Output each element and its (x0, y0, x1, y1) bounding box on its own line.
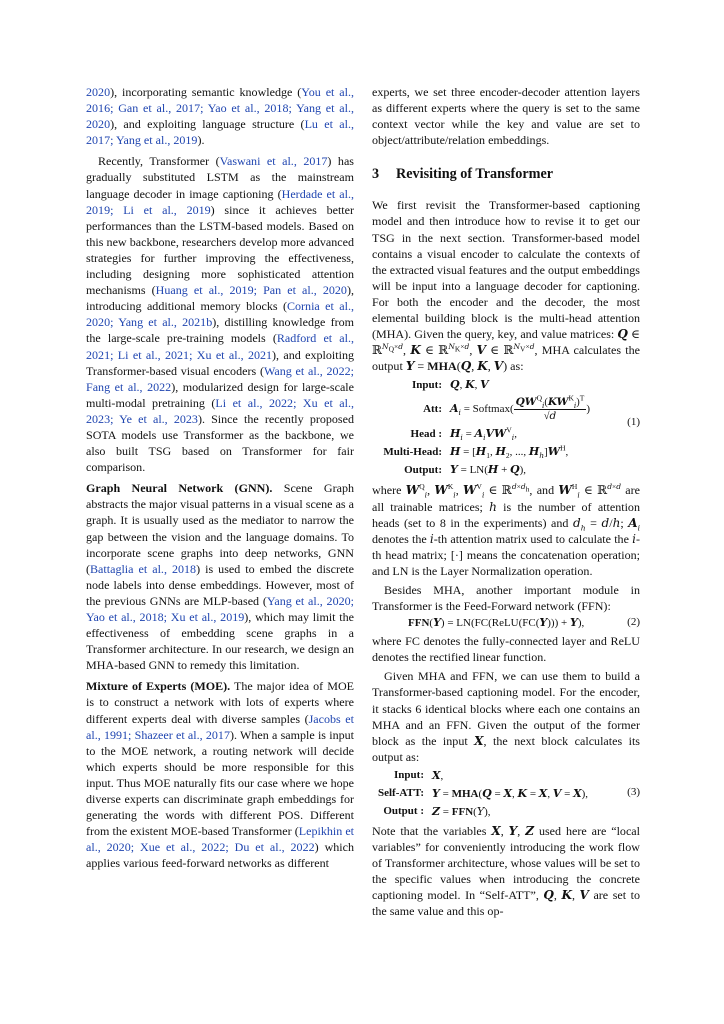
transformer-paragraph: Recently, Transformer (Vaswani et al., 2017) has gradually substituted LSTM as the mainstream language decoder in image captioning (Herdade et al., 2019; Li et al., 2019) since it achieves better performances than the LSTM-based models. Based on this new backbone, researchers develop more advanced strategies for further improving the effectiveness, including designing more sophisticated attention mechanisms (Huang et al., 2019; Pan et al., 2020), introducing additional memory blocks (Cornia et al., 2020; Yang et al., 2021b), distilling knowledge from the large-scale pre-training models (Radford et al., 2021; Li et al., 2021; Xu et al., 2021), and exploiting Transformer-based visual encoders (Wang et al., 2022; Fang et al., 2022), modularized design for large-scale multi-modal pretraining (Li et al., 2022; Xu et al., 2023; Ye et al., 2023). Since the recently proposed SOTA models use Transformer as the backbone, we also built TSG based on Transformer for fair comparison. (86, 154, 355, 475)
encoder-paragraph: Given MHA and FFN, we can use them to build a Transformer-based captioning model. For the encoder, it stacks 6 identical blocks where each one contains an MHA and an FFN. Given the output of the former block as the input X, the next block calculates its output as: (372, 669, 640, 764)
citation-link[interactable]: Yang et al., 2019 (116, 133, 198, 148)
citation-link[interactable]: You et al., 2016 (86, 85, 354, 116)
eq1-multihead-label: Multi-Head: (383, 445, 442, 458)
citation-link[interactable]: Battaglia et al., 2018 (90, 561, 197, 576)
revisit-paragraph: We first revisit the Transformer-based captioning model and then introduce how to revise it to get our TSG in the next section. Transformer-based model contains a visual encoder to calculate the contexts of the extracted visual features and the output embeddings will be input into a language decoder for captioning. For both the encoder and the decoder, the most elemental building block is the multi-head attention (MHA). Given the query, key, and value matrices: Q ∈ ℝ$^{N_Q\times d}$, K ∈ ℝ$^{N_K\times d}$, V ∈ ℝ$^{N_V\times d}$, MHA calculates the output Y = MHA(Q, K, V) as: (372, 198, 640, 374)
citation-link[interactable]: Vaswani et al., 2017 (219, 154, 328, 169)
eq1-att-label: Att: (423, 403, 442, 416)
ffn-intro-paragraph: Besides MHA, another important module in Transformer is the Feed-Forward network (FFN): (372, 582, 640, 614)
citation-link[interactable]: Li et al., 2022 (215, 395, 294, 410)
equation-1: Input: Q, K, V Att: $A_i$ = Softmax( $\frac{QW^Q_i(KW^K_i)^T}{√d}$ ) Head : $H_i = A_iVW^V_i$, Multi-Head: $H = [H_1$, $H_2$, ..., $H_h]W^H$, Output: Y = LN(H + Q), (1) (372, 376, 640, 479)
eq1-output-label: Output: (404, 463, 442, 476)
citation-link[interactable]: Herdade et al., 2019 (86, 186, 354, 217)
citation-link[interactable]: Li et al., 2019 (123, 202, 211, 217)
section-title: Revisiting of Transformer (396, 166, 554, 183)
moe-paragraph: Mixture of Experts (MOE). The major idea of MOE is to construct a network with lots of experts where different experts deal with diverse samples (Jacobs et al., 1991; Shazeer et al., 2017). When a sample is input to the MOE network, a routing network will decide which experts should be more responsible for this input. Thus MOE naturally fits our case where we hope diverse experts can discriminate graph embeddings for generating the words with different POS. Different from the existent MOE-based Transformer (Lepikhin et al., 2020; Xue et al., 2022; Du et al., 2022) which applies various feed-forward networks as different (86, 679, 355, 871)
section-heading (372, 165, 640, 183)
citation-link[interactable]: Du et al., 2022 (234, 840, 315, 855)
citation-link[interactable]: Radford et al., 2021 (86, 331, 354, 362)
ffn-where-paragraph: where FC denotes the fully-connected layer and ReLU denotes the rectified linear function. (372, 634, 640, 665)
citation-link[interactable]: Lepikhin et al., 2020 (86, 824, 355, 855)
citation-link[interactable]: Gan et al., 2017 (118, 101, 201, 116)
local-variables-paragraph: Note that the variables X, Y, Z used here are “local variables” for conveniently introducing the work flow of Transformer architecture, whose values will be set to the specific values when introducing the concrete captioning model. In “Self-ATT”, Q, K, V are set to the same value and this op- (372, 823, 640, 919)
citation-link[interactable]: Yang et al., 2020 (86, 101, 354, 132)
gnn-paragraph: Graph Neural Network (GNN). Scene Graph abstracts the major visual patterns in a visual scene as a graph. It is usually used as the mediator to narrow the gap between the vision and the language domains. To incorporate scene graphs into deep networks, GNN (Battaglia et al., 2018) is used to embed the discrete node labels into dense embeddings. However, most of the previous GNNs are MLP-based (Yang et al., 2020; Yao et al., 2018; Xu et al., 2019), which may limit the effectiveness of embedding scene graphs in a Transformer architecture. In our research, we design an MHA-based GNN to remedy this limitation. (86, 481, 355, 673)
citation-link[interactable]: Yang et al., 2020 (266, 593, 351, 608)
mha-where-paragraph: where $W^Q_i$, $W^K_i$, $W^V_i$ ∈ ℝ$^{d\times d_h}$, and $W^H_i$ ∈ ℝ$^{d\times d}$ are all trainable matrices; h is the number of attention heads (set to 8 in the experiments) and $d_h = d/h$; $A_i$ denotes the i-th attention matrix used to calculate the i-th head matrix; [·] means the concatenation operation; and LN is the Layer Normalization operation. (372, 482, 641, 578)
gnn-heading: Graph Neural Network (GNN). (86, 481, 273, 496)
left-column (86, 84, 354, 872)
equation-2: FFN(Y) = LN(FC(ReLU(FC(Y))) + Y), (2) (408, 616, 640, 630)
citation-link[interactable]: Huang et al., 2019 (155, 283, 254, 298)
citation-link[interactable]: Fang et al., 2022 (86, 379, 172, 394)
equation-number: (2) (627, 616, 640, 629)
section-number: 3 (372, 166, 380, 183)
softmax-label: Softmax (472, 403, 510, 416)
citation-link[interactable]: Ye et al., 2023 (119, 411, 198, 426)
eq3-selfatt-label: Self-ATT: (377, 787, 424, 800)
eq1-input-label: Input: (412, 378, 442, 391)
citation-link[interactable]: Xu et al., 2021 (196, 347, 273, 362)
citation-link[interactable]: Yao et al., 2018 (86, 610, 164, 624)
citation-link[interactable]: Shazeer et al., 2017 (134, 727, 230, 742)
equation-number: (3) (627, 785, 640, 798)
citation-link[interactable]: 2020 (86, 85, 111, 99)
equation-number: (1) (627, 416, 640, 429)
moe-continuation-paragraph: experts, we set three encoder-decoder attention layers as different experts where the query is set to the same context vector while the key and value are set to object/attribute/relation embeddings. (372, 85, 640, 148)
citation-link[interactable]: Yao et al., 2018 (207, 101, 289, 116)
eq3-output-label: Output : (383, 805, 424, 818)
citation-link[interactable]: Li et al., 2021 (117, 347, 190, 362)
citation-link[interactable]: Xu et al., 2019 (170, 610, 245, 624)
eq1-head-label: Head : (410, 427, 442, 440)
citation-link[interactable]: Pan et al., 2020 (263, 283, 347, 298)
citation-link[interactable]: Xu et al., 2023 (86, 395, 355, 426)
citation-link[interactable]: Wang et al., 2022 (263, 363, 351, 378)
eq3-input-label: Input: (394, 769, 424, 782)
related-work-paragraph-1: 2020), incorporating semantic knowledge (You et al., 2016; Gan et al., 2017; Yao et al., 2018; Yang et al., 2020), and exploiting language structure (Lu et al., 2017; Yang et al., 2019). (86, 85, 354, 148)
right-column (372, 84, 640, 919)
citation-link[interactable]: Yang et al., 2021b (118, 315, 213, 330)
equation-3: Input: X, Self-ATT: Y = MHA(Q = X, K = X, V = X), Output : Z = FFN(Y), (3) (372, 767, 640, 821)
moe-heading: Mixture of Experts (MOE). (86, 679, 231, 694)
citation-link[interactable]: Cornia et al., 2020 (86, 299, 354, 330)
citation-link[interactable]: Jacobs et al., 1991 (86, 711, 354, 742)
citation-link[interactable]: Lu et al., 2017 (86, 117, 354, 148)
citation-link[interactable]: Xue et al., 2022 (140, 840, 226, 855)
